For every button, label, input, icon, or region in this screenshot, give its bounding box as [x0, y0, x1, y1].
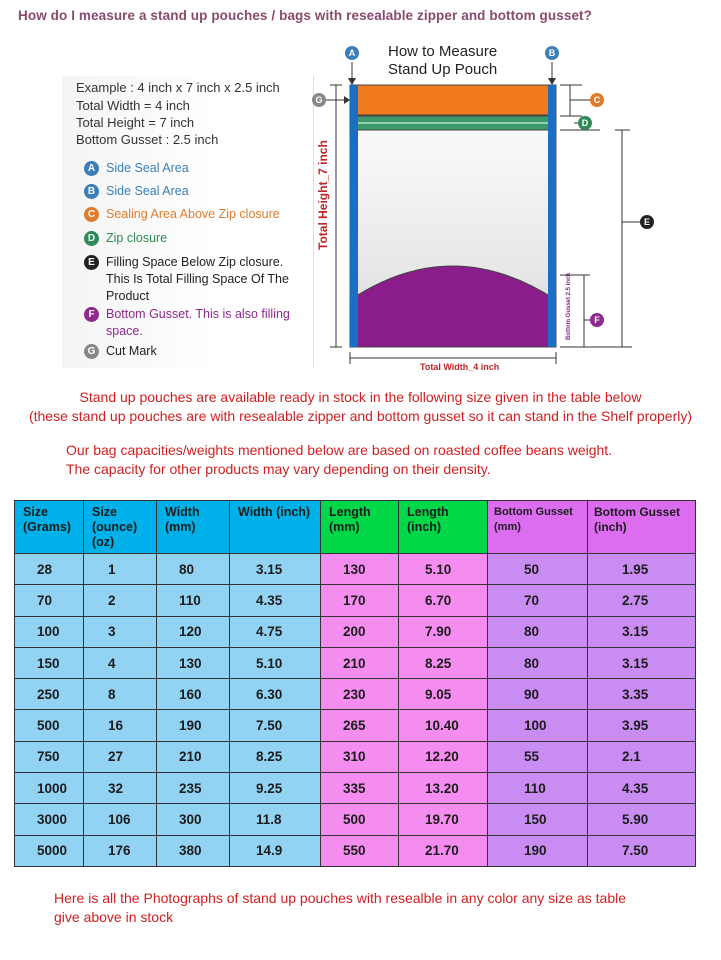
table-cell: 50 — [488, 554, 588, 585]
table-row — [15, 679, 696, 710]
table-cell: 10.40 — [399, 710, 488, 741]
table-cell: 3.15 — [588, 616, 696, 647]
marker-d-icon: D — [578, 116, 592, 130]
example-line: Example : 4 inch x 7 inch x 2.5 inch — [76, 80, 280, 95]
table-cell: 210 — [157, 741, 230, 772]
side-seal-a — [350, 85, 358, 347]
table-cell: 5.10 — [399, 554, 488, 585]
example-line: Bottom Gusset : 2.5 inch — [76, 132, 219, 147]
legend-text: Side Seal Area — [106, 161, 189, 175]
table-cell: 235 — [157, 773, 230, 804]
intro-line: Stand up pouches are available ready in stock in the following size given in the table below — [79, 389, 642, 405]
table-cell: 3.35 — [588, 679, 696, 710]
table-cell: 70 — [488, 585, 588, 616]
table-cell: 250 — [15, 679, 84, 710]
intro-text — [0, 388, 721, 426]
table-cell: 130 — [157, 647, 230, 678]
table-cell: 5000 — [15, 835, 84, 866]
table-cell: 80 — [488, 616, 588, 647]
table-cell: 380 — [157, 835, 230, 866]
marker-d-icon: D — [84, 231, 99, 246]
table-cell: 4.35 — [230, 585, 321, 616]
column-header: Bottom Gusset (mm) — [488, 501, 588, 554]
table-cell: 13.20 — [399, 773, 488, 804]
table-row — [15, 710, 696, 741]
footer-line: give above in stock — [54, 909, 174, 925]
table-cell: 110 — [488, 773, 588, 804]
table-cell: 550 — [321, 835, 399, 866]
table-cell: 110 — [157, 585, 230, 616]
intro-line: (these stand up pouches are with resealable zipper and bottom gusset so it can stand in the Shelf properly) — [28, 408, 693, 424]
table-cell: 5.90 — [588, 804, 696, 835]
table-cell: 130 — [321, 554, 399, 585]
table-cell: 500 — [321, 804, 399, 835]
legend-text: Zip closure — [106, 231, 168, 245]
table-cell: 70 — [15, 585, 84, 616]
table-cell: 9.05 — [399, 679, 488, 710]
table-cell: 55 — [488, 741, 588, 772]
table-row — [15, 647, 696, 678]
diagram-title-line: How to Measure — [388, 43, 498, 60]
table-cell: 14.9 — [230, 835, 321, 866]
table-cell: 190 — [157, 710, 230, 741]
marker-g-icon: G — [84, 344, 99, 359]
table-cell: 120 — [157, 616, 230, 647]
column-header: Length (mm) — [321, 501, 399, 554]
footer-text — [54, 889, 626, 927]
table-cell: 3 — [84, 616, 157, 647]
table-cell: 500 — [15, 710, 84, 741]
marker-a-icon: A — [84, 161, 99, 176]
table-cell: 8 — [84, 679, 157, 710]
table-cell: 8.25 — [399, 647, 488, 678]
table-cell: 160 — [157, 679, 230, 710]
table-cell: 4.35 — [588, 773, 696, 804]
table-cell: 4 — [84, 647, 157, 678]
table-header-row — [15, 501, 696, 554]
table-cell: 80 — [157, 554, 230, 585]
table-cell: 200 — [321, 616, 399, 647]
table-cell: 106 — [84, 804, 157, 835]
table-cell: 1 — [84, 554, 157, 585]
marker-c-icon: C — [84, 207, 99, 222]
table-cell: 300 — [157, 804, 230, 835]
table-cell: 6.70 — [399, 585, 488, 616]
marker-b-icon: B — [84, 184, 99, 199]
column-header: Width (mm) — [157, 501, 230, 554]
table-row — [15, 741, 696, 772]
diagram-title-line: Stand Up Pouch — [388, 61, 498, 78]
table-cell: 1.95 — [588, 554, 696, 585]
table-cell: 265 — [321, 710, 399, 741]
page-heading: How do I measure a stand up pouches / bags with resealable zipper and bottom gusset? — [18, 8, 593, 23]
legend-text: Side Seal Area — [106, 184, 189, 198]
table-cell: 16 — [84, 710, 157, 741]
table-cell: 750 — [15, 741, 84, 772]
side-seal-b — [548, 85, 556, 347]
column-header: Bottom Gusset (inch) — [588, 501, 696, 554]
table-cell: 100 — [15, 616, 84, 647]
column-header: Size (Grams) — [15, 501, 84, 554]
table-cell: 3.95 — [588, 710, 696, 741]
gusset-dimension-label: Bottom Gusset 2.5 inch — [566, 272, 572, 340]
table-cell: 80 — [488, 647, 588, 678]
table-cell: 3.15 — [588, 647, 696, 678]
legend-text: Filling Space Below Zip closure. This Is Total Filling Space Of The Product — [106, 255, 289, 303]
table-cell: 230 — [321, 679, 399, 710]
table-row — [15, 585, 696, 616]
table-cell: 210 — [321, 647, 399, 678]
capacity-note-line: The capacity for other products may vary depending on their density. — [66, 461, 491, 477]
size-table — [14, 500, 696, 867]
table-cell: 7.90 — [399, 616, 488, 647]
table-cell: 190 — [488, 835, 588, 866]
example-line: Total Height = 7 inch — [76, 115, 195, 130]
table-row — [15, 835, 696, 866]
column-header: Size (ounce) (oz) — [84, 501, 157, 554]
total-width-label: Total Width_4 inch — [420, 362, 500, 372]
table-cell: 335 — [321, 773, 399, 804]
arrow-b-head — [548, 78, 556, 85]
marker-e-icon: E — [640, 215, 654, 229]
table-cell: 90 — [488, 679, 588, 710]
table-cell: 3.15 — [230, 554, 321, 585]
total-height-label: Total Height_7 inch — [316, 140, 330, 250]
table-cell: 6.30 — [230, 679, 321, 710]
table-cell: 2.75 — [588, 585, 696, 616]
table-cell: 7.50 — [588, 835, 696, 866]
table-cell: 32 — [84, 773, 157, 804]
arrow-a-head — [348, 78, 356, 85]
marker-e-icon: E — [84, 255, 99, 270]
table-cell: 150 — [15, 647, 84, 678]
marker-f-icon: F — [590, 313, 604, 327]
table-cell: 9.25 — [230, 773, 321, 804]
example-line: Total Width = 4 inch — [76, 98, 190, 113]
table-row — [15, 773, 696, 804]
table-cell: 2 — [84, 585, 157, 616]
marker-g-icon: G — [312, 93, 326, 107]
table-cell: 12.20 — [399, 741, 488, 772]
legend-text: Bottom Gusset. This is also filling space. — [106, 307, 290, 338]
table-cell: 310 — [321, 741, 399, 772]
marker-f-icon: F — [84, 307, 99, 322]
table-cell: 1000 — [15, 773, 84, 804]
table-cell: 176 — [84, 835, 157, 866]
table-cell: 5.10 — [230, 647, 321, 678]
table-cell: 3000 — [15, 804, 84, 835]
legend-text: Sealing Area Above Zip closure — [106, 207, 280, 221]
table-cell: 19.70 — [399, 804, 488, 835]
footer-line: Here is all the Photographs of stand up pouches with resealble in any color any size as table — [54, 890, 627, 906]
table-cell: 170 — [321, 585, 399, 616]
legend-text: Cut Mark — [106, 344, 157, 358]
arrow-g-head — [344, 96, 350, 104]
marker-b-icon: B — [545, 46, 559, 60]
table-cell: 27 — [84, 741, 157, 772]
table-cell: 7.50 — [230, 710, 321, 741]
column-header: Width (inch) — [230, 501, 321, 554]
table-cell: 11.8 — [230, 804, 321, 835]
table-row — [15, 616, 696, 647]
seal-area-top — [350, 85, 556, 115]
table-cell: 100 — [488, 710, 588, 741]
table-cell: 8.25 — [230, 741, 321, 772]
column-header: Length (inch) — [399, 501, 488, 554]
table-cell: 2.1 — [588, 741, 696, 772]
table-cell: 21.70 — [399, 835, 488, 866]
marker-a-icon: A — [345, 46, 359, 60]
table-row — [15, 804, 696, 835]
table-cell: 4.75 — [230, 616, 321, 647]
capacity-note — [66, 441, 612, 479]
marker-c-icon: C — [590, 93, 604, 107]
table-cell: 150 — [488, 804, 588, 835]
table-row — [15, 554, 696, 585]
table-cell: 28 — [15, 554, 84, 585]
capacity-note-line: Our bag capacities/weights mentioned below are based on roasted coffee beans weight. — [66, 442, 613, 458]
pouch-diagram — [0, 0, 721, 380]
